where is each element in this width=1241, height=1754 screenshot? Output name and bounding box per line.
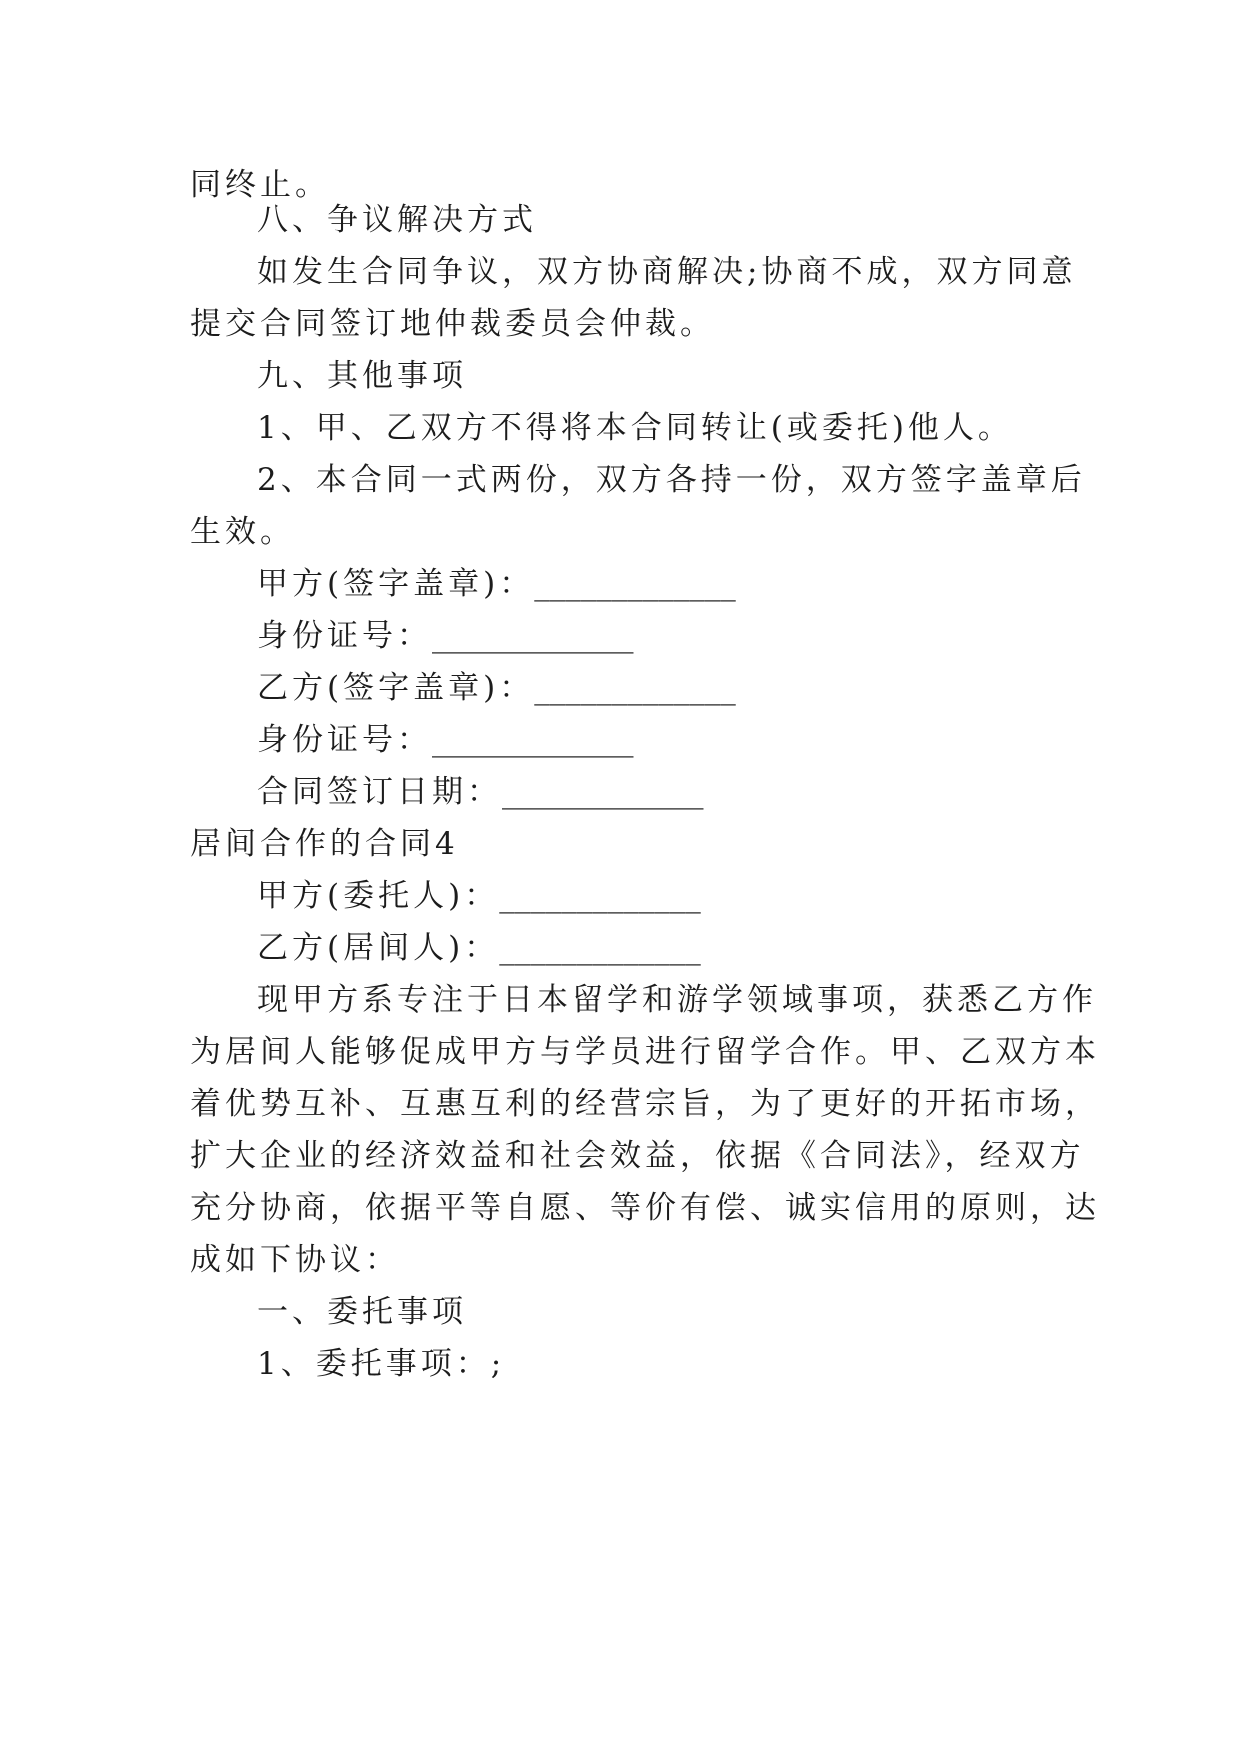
party-b-line [257,919,701,977]
section-heading-entrust: 一、委托事项 [257,1294,467,1330]
contract-title: 居间合作的合同4 [190,826,459,862]
signature-label: 乙方(签字盖章)： [257,670,535,706]
text-line: 成如下协议： [190,1242,400,1278]
blank-field: _____________ [502,774,704,810]
blank-field: _____________ [432,618,634,654]
text-line: 2、本合同一式两份，双方各持一份，双方签字盖章后 [257,462,1086,498]
text-line: 充分协商，依据平等自愿、等价有偿、诚实信用的原则，达 [190,1190,1100,1226]
id-label: 身份证号： [257,722,432,758]
text-line: 提交合同签订地仲裁委员会仲裁。 [190,306,715,342]
text-line: 着优势互补、互惠互利的经营宗旨，为了更好的开拓市场， [190,1086,1100,1122]
contract-date-line [257,763,704,821]
section-heading-dispute: 八、争议解决方式 [257,202,537,238]
id-number-line-party-a [257,607,634,665]
party-a-line [257,867,701,925]
signature-label: 甲方(签字盖章)： [257,566,535,602]
text-line: 1、甲、乙双方不得将本合同转让(或委托)他人。 [257,410,1013,446]
section-heading-other: 九、其他事项 [257,358,467,394]
blank-field: _____________ [432,722,634,758]
blank-field: _____________ [499,930,701,966]
text-line: 1、委托事项：; [257,1346,506,1382]
text-line: 现甲方系专注于日本留学和游学领域事项，获悉乙方作 [257,982,1097,1018]
text-line: 扩大企业的经济效益和社会效益，依据《合同法》，经双方 [190,1138,1085,1174]
id-label: 身份证号： [257,618,432,654]
text-line: 如发生合同争议，双方协商解决;协商不成，双方同意 [257,254,1077,290]
blank-field: _____________ [534,566,736,602]
party-label: 甲方(委托人)： [257,878,500,914]
blank-field: _____________ [534,670,736,706]
text-line: 同终止。 [190,167,330,203]
text-line: 为居间人能够促成甲方与学员进行留学合作。甲、乙双方本 [190,1034,1100,1070]
signature-line-party-b [257,659,736,717]
party-label: 乙方(居间人)： [257,930,500,966]
signature-line-party-a [257,555,736,613]
blank-field: _____________ [499,878,701,914]
text-line: 生效。 [190,514,295,550]
id-number-line-party-b [257,711,634,769]
date-label: 合同签订日期： [257,774,502,810]
